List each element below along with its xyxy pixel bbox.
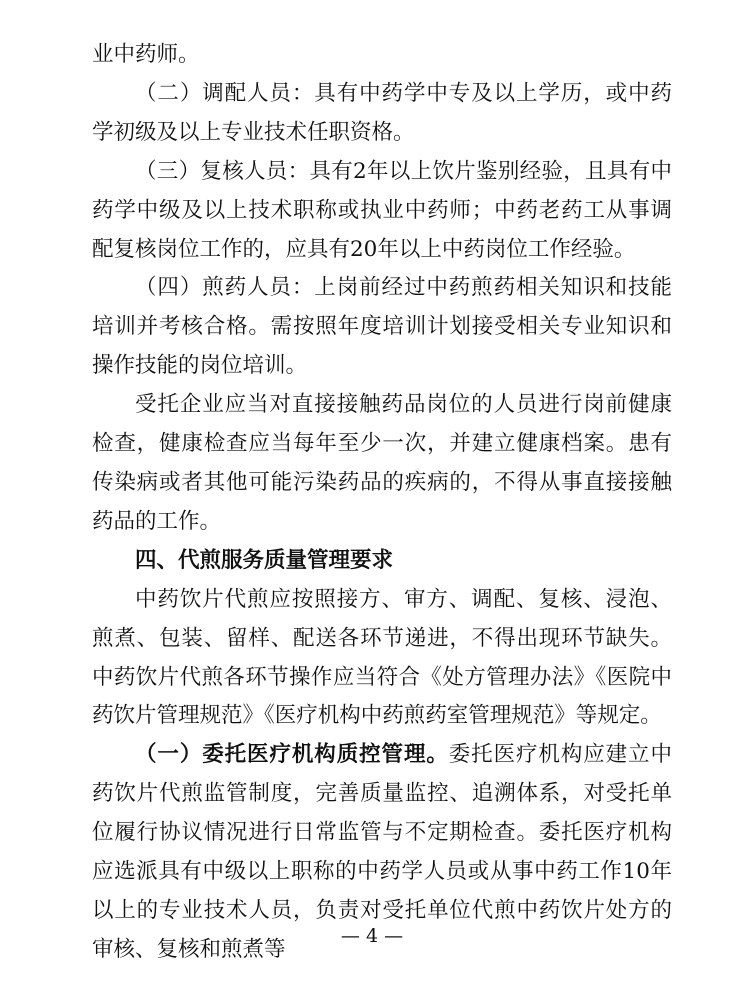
body-text <box>92 36 672 970</box>
paragraph-body: 委托医疗机构应建立中药饮片代煎监管制度，完善质量监控、追溯体系，对受托单位履行协议情况进行日常监管与不定期检查。委托医疗机构应选派具有中级以上职称的中药学人员或从事中药工作10年以上的专业技术人员，负责对受托单位代煎中药饮片处方的审核、复核和煎煮等 <box>92 742 672 962</box>
section-heading: 四、代煎服务质量管理要求 <box>135 547 394 573</box>
paragraph-continuation: 业中药师。 <box>92 42 200 67</box>
paragraph-decoction-process: 中药饮片代煎应按照接方、审方、调配、复核、浸泡、煎煮、包装、留样、配送各环节递进，不得出现环节缺失。中药饮片代煎各环节操作应当符合《处方管理办法》《医院中药饮片管理规范》《医疗机构中药煎药室管理规范》等规定。 <box>92 586 672 729</box>
paragraph-decoction-staff: （四）煎药人员：上岗前经过中药煎药相关知识和技能培训并考核合格。需按照年度培训计划接受相关专业知识和操作技能的岗位培训。 <box>92 275 672 379</box>
paragraph-review-staff: （三）复核人员：具有2年以上饮片鉴别经验，且具有中药学中级及以上技术职称或执业中药师；中药老药工从事调配复核岗位工作的，应具有20年以上中药岗位工作经验。 <box>92 158 672 262</box>
page-number: — 4 — <box>340 925 404 947</box>
paragraph-dispensing-staff: （二）调配人员：具有中药学中专及以上学历，或中药学初级及以上专业技术任职资格。 <box>92 80 672 145</box>
paragraph-lead: （一）委托医疗机构质控管理。 <box>135 742 449 768</box>
paragraph-health-check: 受托企业应当对直接接触药品岗位的人员进行岗前健康检查，健康检查应当每年至少一次，并建立健康档案。患有传染病或者其他可能污染药品的疾病的，不得从事直接接触药品的工作。 <box>92 392 672 534</box>
